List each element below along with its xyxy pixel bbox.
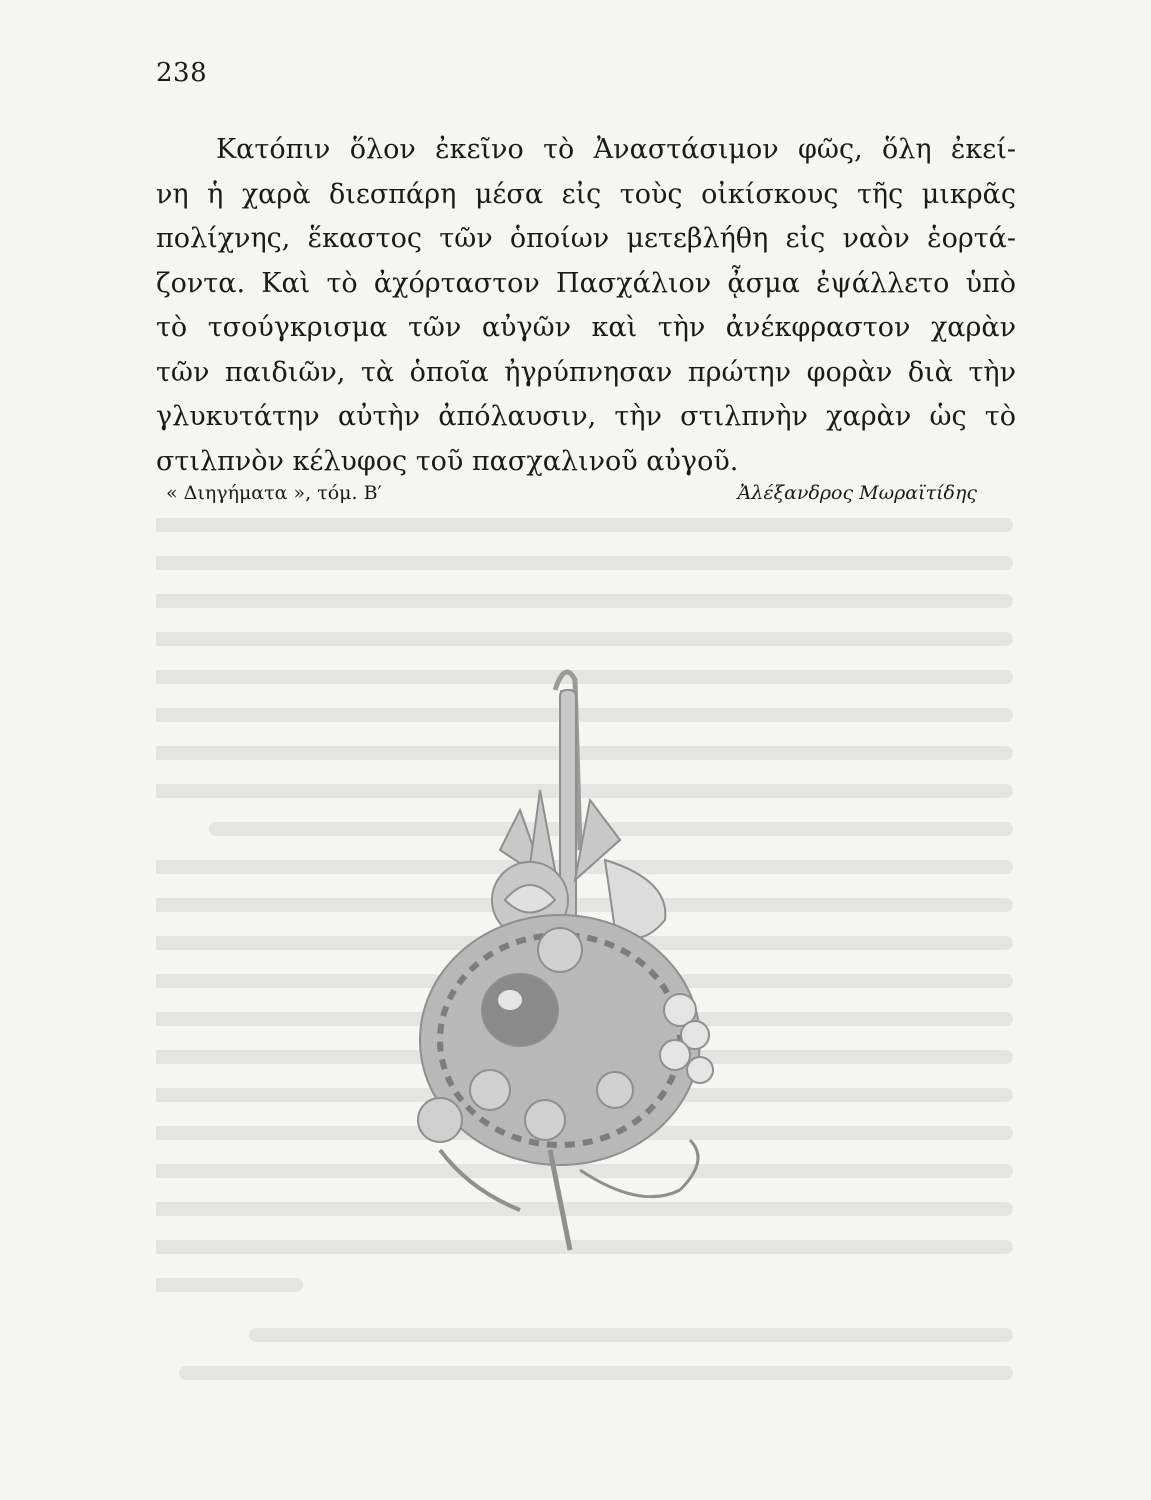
passage: [156, 128, 1016, 484]
passage-line: στιλπνὸν κέλυφος τοῦ πασχαλινοῦ αὐγοῦ.: [156, 445, 739, 477]
easter-candle-egg-flowers-icon: [380, 650, 740, 1270]
passage-line: τῶν παιδιῶν, τὰ ὁποῖα ἠγρύπνησαν πρώτην φορὰν διὰ τὴν: [156, 356, 1016, 388]
author-name: Ἀλέξανδρος Μωραϊτίδης: [737, 482, 977, 504]
passage-line: πολίχνης, ἕκαστος τῶν ὁποίων μετεβλήθη εἰς ναὸν ἑορτά-: [156, 223, 1016, 254]
passage-line: νη ἡ χαρὰ διεσπάρη μέσα εἰς τοὺς οἰκίσκους τῆς μικρᾶς: [156, 178, 1016, 210]
passage-line: Κατόπιν ὅλον ἐκεῖνο τὸ Ἀναστάσιμον φῶς, ὅλη ἐκεί-: [216, 134, 1016, 165]
source-citation: « Διηγήματα », τόμ. Β′: [166, 482, 382, 504]
passage-line: ζοντα. Καὶ τὸ ἀχόρταστον Πασχάλιον ᾆσμα ἐψάλλετο ὑπὸ: [156, 267, 1016, 299]
passage-line: γλυκυτάτην αὐτὴν ἀπόλαυσιν, τὴν στιλπνὴν χαρὰν ὡς τὸ: [156, 401, 1016, 432]
passage-line: τὸ τσούγκρισμα τῶν αὐγῶν καὶ τὴν ἀνέκφραστον χαρὰν: [156, 312, 1016, 343]
page-number: 238: [156, 58, 208, 88]
